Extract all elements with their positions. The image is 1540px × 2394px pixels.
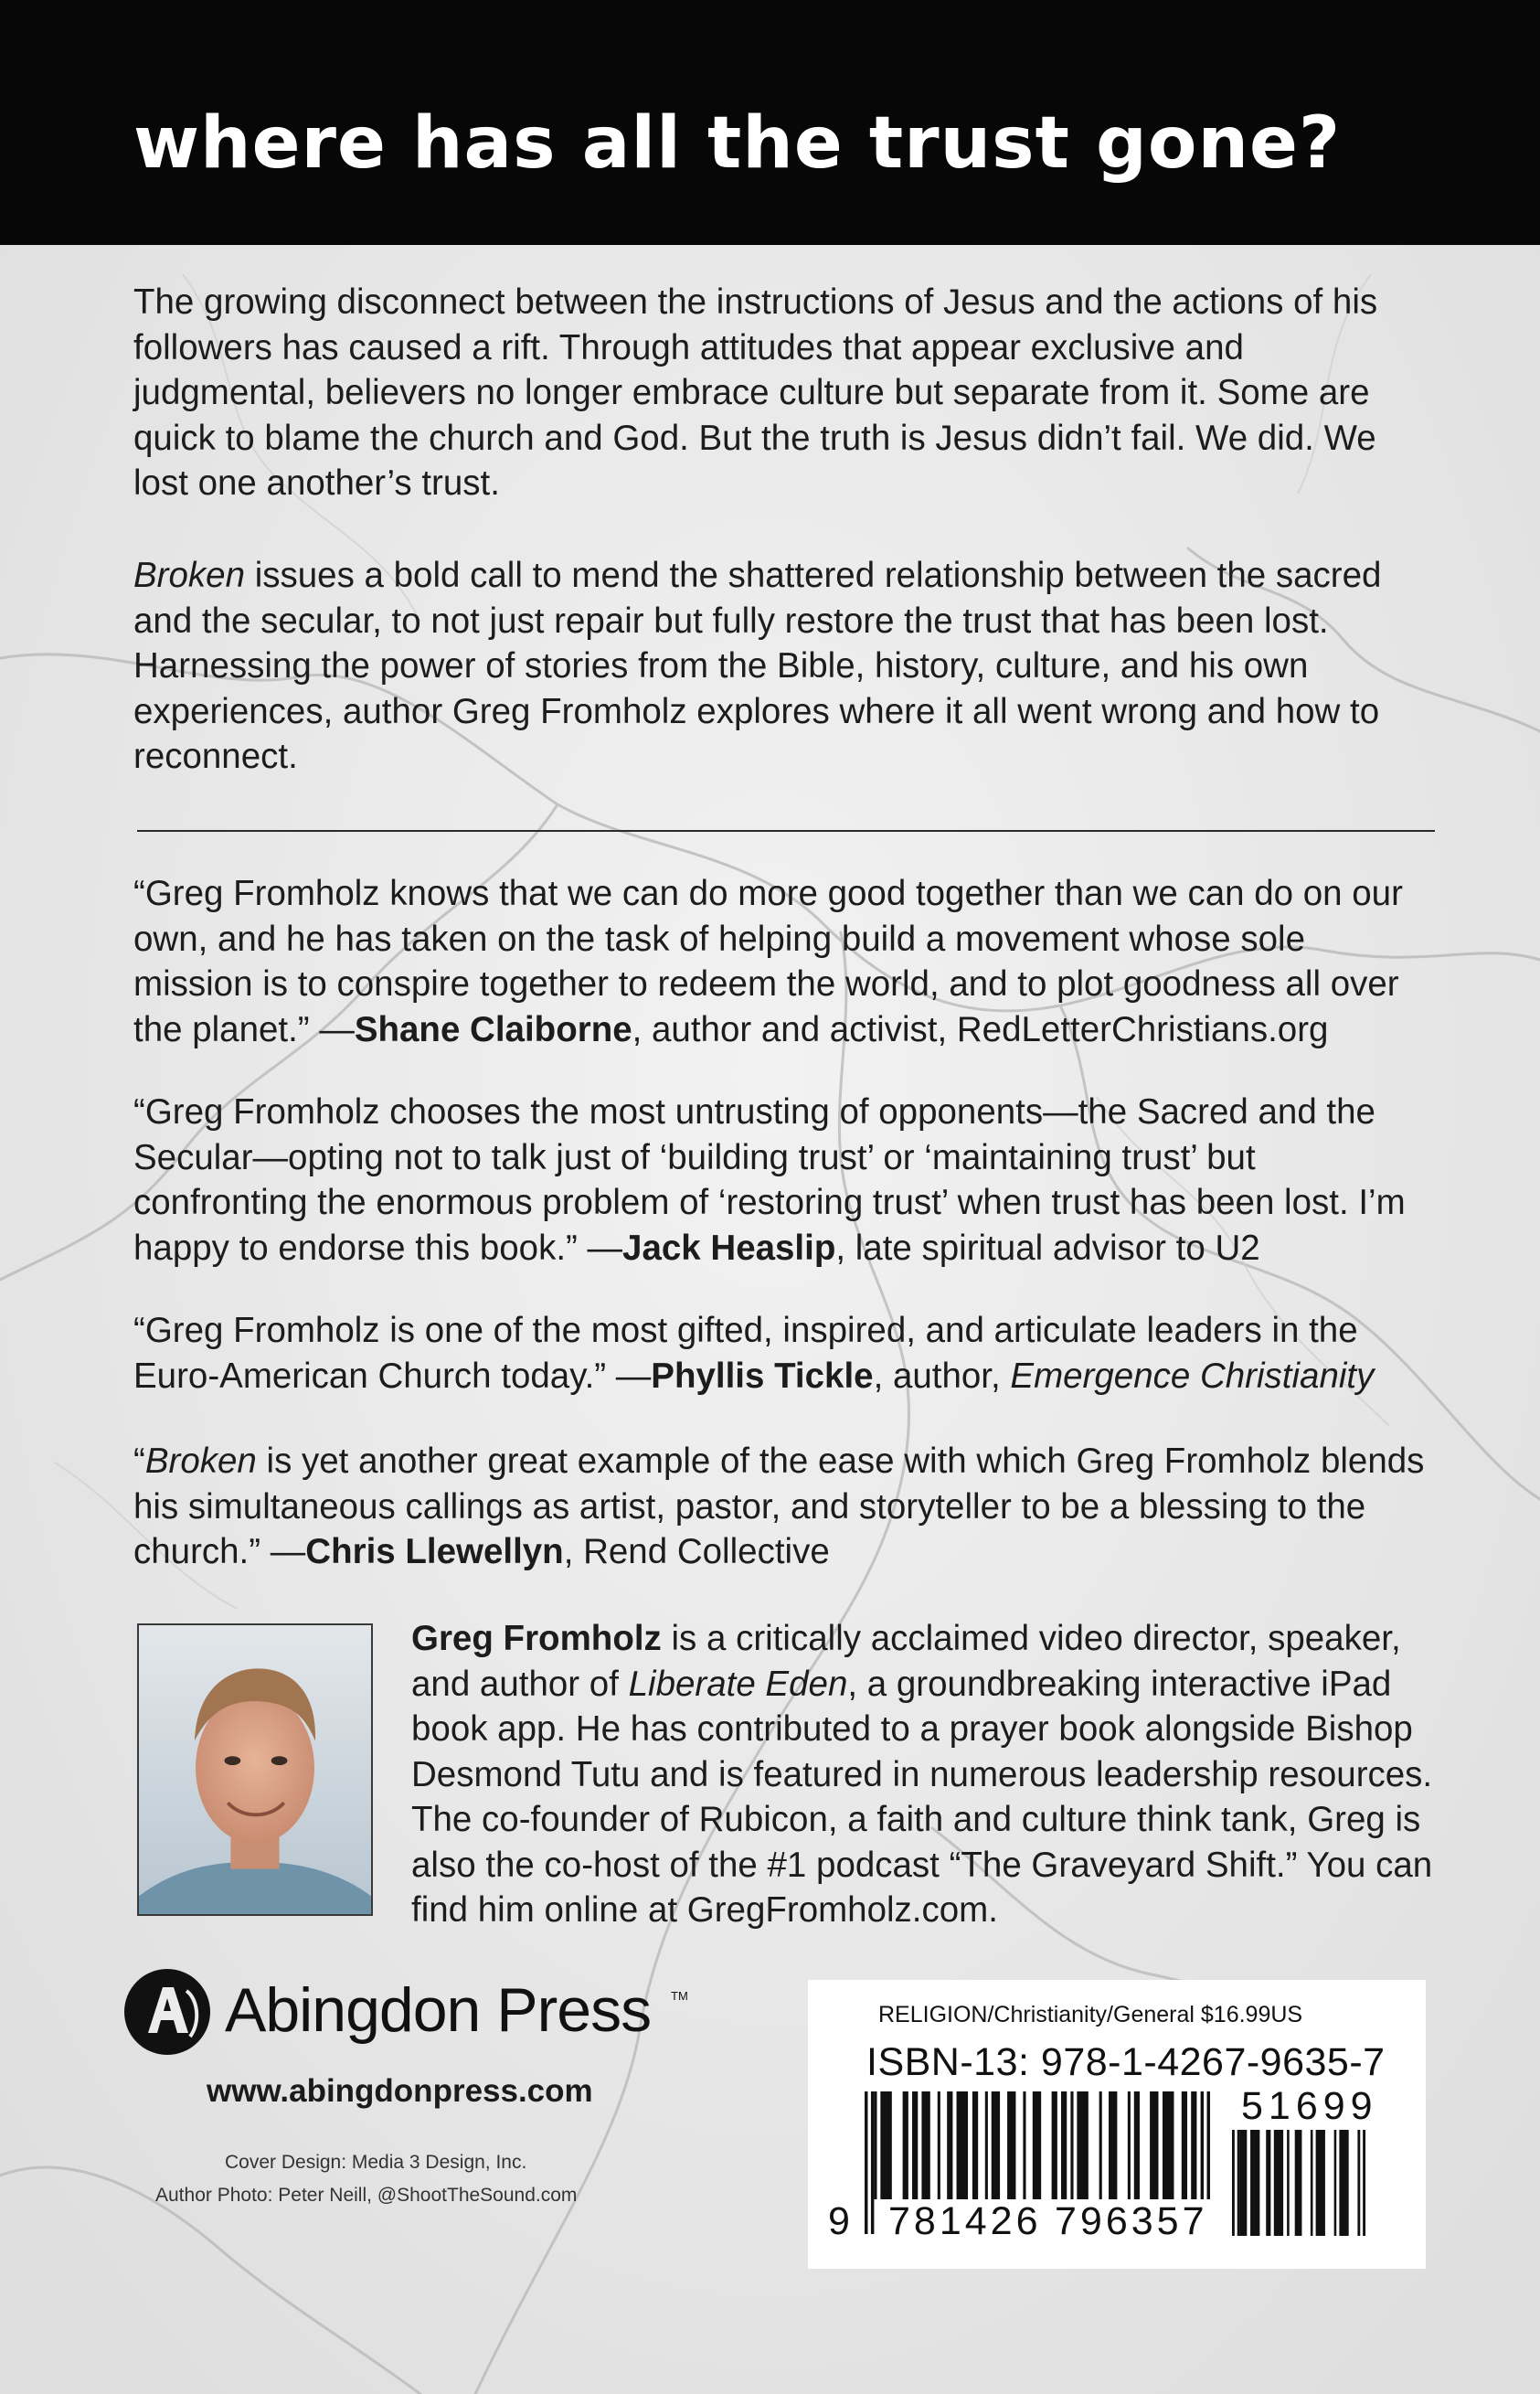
barcode-bar (972, 2091, 978, 2199)
barcode-digits-left: 781426 (888, 2199, 1042, 2243)
barcode-bar (1163, 2091, 1174, 2199)
endorser-name: Phyllis Tickle (651, 1356, 874, 1396)
endorsement-3: “Greg Fromholz is one of the most gifted, inspired, and articulate leaders in the Euro-American Church today.” —Phyllis Tickle, author, Emergence Christianity (133, 1311, 1375, 1396)
barcode-guard-bar (1363, 2130, 1365, 2236)
barcode-bar (985, 2091, 988, 2199)
barcode-bar (880, 2091, 891, 2199)
barcode-guard-bar (1237, 2130, 1240, 2236)
barcode-bar (1150, 2091, 1158, 2199)
isbn-label: ISBN-13: 978-1-4267-9635-7 (866, 2040, 1386, 2084)
author-book-title: Liberate Eden (628, 1664, 848, 1704)
category-price: RELIGION/Christianity/General $16.99US (878, 2002, 1303, 2027)
endorser-name: Chris Llewellyn (305, 1532, 564, 1571)
barcode-bar (903, 2091, 908, 2199)
barcode-bar (1070, 2091, 1073, 2199)
barcode-digit-first: 9 (828, 2199, 850, 2243)
barcode-bar (957, 2091, 968, 2199)
price-supplement-digits: 51699 (1241, 2084, 1378, 2128)
barcode-guard-bar (865, 2091, 867, 2234)
barcode-bar (921, 2091, 929, 2199)
barcode-bar (1311, 2130, 1313, 2236)
barcode-bar (1128, 2091, 1131, 2199)
author-bio: Greg Fromholz is a critically acclaimed video director, speaker, and author of Liberate Eden, a groundbreaking interactive iPad book app. He has contributed to a prayer book alongside Bishop Desmond Tutu and is featured in numerous leadership resources. The co-founder of Rubicon, a faith and culture think tank, Greg is also the co-host of the #1 podcast “The Graveyard Shift.” You can find him online at GregFromholz.com. (411, 1619, 1433, 1930)
barcode-bar (938, 2091, 940, 2199)
trademark: TM (671, 1989, 688, 2003)
cover-design-credit: Cover Design: Media 3 Design, Inc. (225, 2152, 527, 2173)
endorsement-1: “Greg Fromholz knows that we can do more good together than we can do on our own, and he has taken on the task of helping build a movement whose sole mission is to conspire together to redeem the world, and to plot goodness all over the planet.” —Shane Claiborne, author and activist, RedLetterChristians.org (133, 874, 1403, 1049)
barcode-bar (1182, 2091, 1187, 2199)
abingdon-logo-icon (121, 1965, 214, 2059)
barcode-bar (1061, 2091, 1067, 2199)
headline: where has all the trust gone? (133, 102, 1342, 185)
barcode-bar (1295, 2130, 1302, 2236)
barcode-bar (1287, 2130, 1290, 2236)
price-barcode (1230, 2130, 1367, 2236)
publisher-website[interactable]: www.abingdonpress.com (207, 2073, 593, 2109)
barcode-bar (1052, 2091, 1057, 2199)
barcode-bar (1077, 2091, 1088, 2199)
barcode-bar (1033, 2091, 1041, 2199)
book-title: Broken (133, 556, 245, 595)
barcode-bar (1023, 2091, 1025, 2199)
barcode-bar (1007, 2091, 1015, 2199)
endorsement-2: “Greg Fromholz chooses the most untrusting of opponents—the Sacred and the Secular—opting not to talk just of ‘building trust’ or ‘maintaining trust’ but confronting the enormous problem of ‘restoring trust’ when trust has been lost. I’m happy to endorse this book.” —Jack Heaslip, late spiritual advisor to U2 (133, 1092, 1406, 1268)
barcode-bar (947, 2091, 952, 2199)
publisher-name: Abingdon Press (225, 1975, 652, 2045)
description-paragraph-1: The growing disconnect between the instructions of Jesus and the actions of his followers has caused a rift. Through attitudes that appear exclusive and judgmental, believers no longer embrace culture but separate from it. Some are quick to blame the church and God. But the truth is Jesus didn’t fail. We did. We lost one another’s trust. (133, 282, 1378, 503)
endorser-name: Jack Heaslip (622, 1228, 836, 1268)
barcode-panel (808, 1980, 1426, 2269)
barcode-guard-bar (871, 2091, 874, 2234)
barcode-bar (992, 2091, 1000, 2199)
barcode-bar (1191, 2091, 1196, 2199)
barcode-bar (1339, 2130, 1348, 2236)
endorsement-4: “Broken is yet another great example of the ease with which Greg Fromholz blends his simultaneous callings as artist, pastor, and storyteller to be a blessing to the church.” —Chris Llewellyn, Rend Collective (133, 1442, 1425, 1571)
barcode-bar (874, 2091, 876, 2199)
barcode-bar (1099, 2091, 1102, 2199)
author-name: Greg Fromholz (411, 1619, 662, 1658)
author-photo-credit: Author Photo: Peter Neill, @ShootTheSound.com (155, 2185, 578, 2206)
barcode-guard-bar (1357, 2130, 1360, 2236)
description-paragraph-2: Broken issues a bold call to mend the shattered relationship between the sacred and the secular, to not just repair but fully restore the trust that has been lost. Harnessing the power of stories from the Bible, history, culture, and his own experiences, author Greg Fromholz explores where it all went wrong and how to reconnect. (133, 556, 1382, 776)
barcode-bar (912, 2091, 918, 2199)
barcode-bar (1134, 2091, 1140, 2199)
author-photo (137, 1623, 373, 1916)
barcode-bar (1266, 2130, 1270, 2236)
barcode-bar (1109, 2091, 1117, 2199)
barcode-bar (1316, 2130, 1325, 2236)
barcode-bar (1240, 2130, 1248, 2236)
barcode-bar (1250, 2130, 1259, 2236)
barcode-guard-bar (1232, 2130, 1235, 2236)
barcode-bar (1274, 2130, 1283, 2236)
section-divider (137, 830, 1435, 832)
barcode-bar (1334, 2130, 1337, 2236)
endorser-name: Shane Claiborne (354, 1009, 632, 1049)
header-band (0, 0, 1540, 245)
barcode-digits-right: 796357 (1055, 2199, 1208, 2243)
